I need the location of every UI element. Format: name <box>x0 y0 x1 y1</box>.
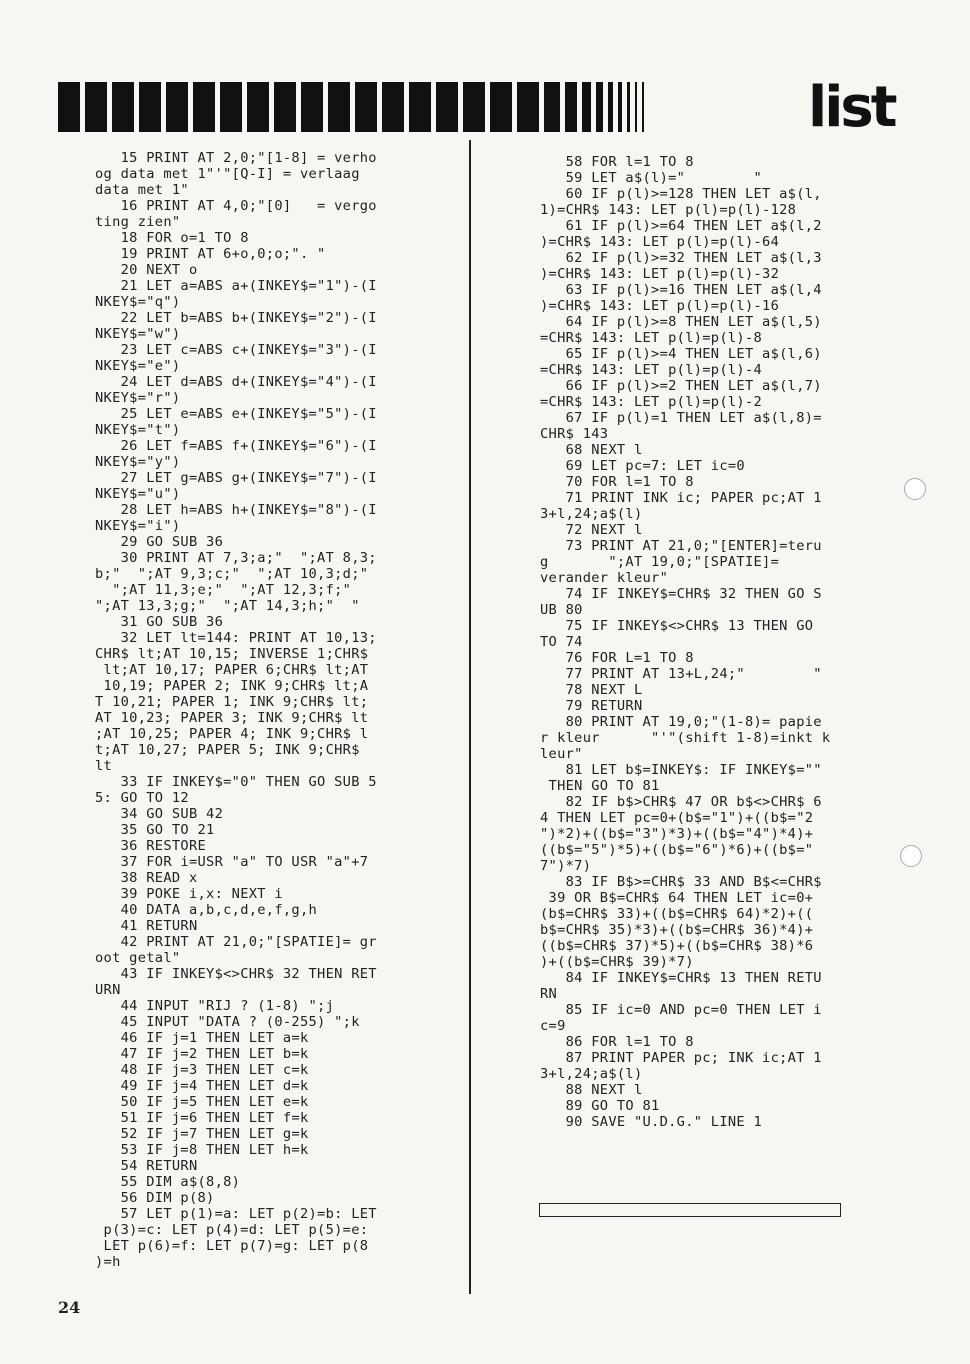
header-bar-block <box>463 82 485 132</box>
header-bar-block <box>635 82 637 132</box>
punch-hole <box>900 845 922 867</box>
header-bar-block <box>382 82 404 132</box>
header-bar-block <box>58 82 80 132</box>
column-divider <box>469 140 471 1294</box>
header-bar-block <box>328 82 350 132</box>
header-bar-block <box>112 82 134 132</box>
header-bar-block <box>355 82 377 132</box>
header-bar-block <box>582 82 591 132</box>
header-bar-block <box>642 82 644 132</box>
header-bar-block <box>85 82 107 132</box>
header-bar-block <box>517 82 539 132</box>
header-bar-block <box>565 82 577 132</box>
header-bar-block <box>166 82 188 132</box>
program-listing-left-column: 15 PRINT AT 2,0;"[1-8] = verho og data met 1"'"[Q-I] = verlaag data met 1" 16 PRINT AT 4,0;"[0] = vergo ting zien" 18 FOR o=1 TO 8 19 PRINT AT 6+o,0;o;". " 20 NEXT o 21 LET a=ABS a+(INKEY$="1")-(I NKEY$="q") 22 LET b=ABS b+(INKEY$="2")-(I NKEY$="w") 23 LET c=ABS c+(INKEY$="3")-(I NKEY$="e") 24 LET d=ABS d+(INKEY$="4")-(I NKEY$="r") 25 LET e=ABS e+(INKEY$="5")-(I NKEY$="t") 26 LET f=ABS f+(INKEY$="6")-(I NKEY$="y") 27 LET g=ABS g+(INKEY$="7")-(I NKEY$="u") 28 LET h=ABS h+(INKEY$="8")-(I NKEY$="i") 29 GO SUB 36 30 PRINT AT 7,3;a;" ";AT 8,3; b;" ";AT 9,3;c;" ";AT 10,3;d;" ";AT 11,3;e;" ";AT 12,3;f;" ";AT 13,3;g;" ";AT 14,3;h;" " 31 GO SUB 36 32 LET lt=144: PRINT AT 10,13; CHR$ lt;AT 10,15; INVERSE 1;CHR$ lt;AT 10,17; PAPER 6;CHR$ lt;AT 10,19; PAPER 2; INK 9;CHR$ lt;A T 10,21; PAPER 1; INK 9;CHR$ lt; AT 10,23; PAPER 3; INK 9;CHR$ lt ;AT 10,25; PAPER 4; INK 9;CHR$ l t;AT 10,27; PAPER 5; INK 9;CHR$ lt 33 IF INKEY$="0" THEN GO SUB 5 5: GO TO 12 34 GO SUB 42 35 GO TO 21 36 RESTORE 37 FOR i=USR "a" TO USR "a"+7 38 READ x 39 POKE i,x: NEXT i 40 DATA a,b,c,d,e,f,g,h 41 RETURN 42 PRINT AT 21,0;"[SPATIE]= gr oot getal" 43 IF INKEY$<>CHR$ 32 THEN RET URN 44 INPUT "RIJ ? (1-8) ";j 45 INPUT "DATA ? (0-255) ";k 46 IF j=1 THEN LET a=k 47 IF j=2 THEN LET b=k 48 IF j=3 THEN LET c=k 49 IF j=4 THEN LET d=k 50 IF j=5 THEN LET e=k 51 IF j=6 THEN LET f=k 52 IF j=7 THEN LET g=k 53 IF j=8 THEN LET h=k 54 RETURN 55 DIM a$(8,8) 56 DIM p(8) 57 LET p(1)=a: LET p(2)=b: LET p(3)=c: LET p(4)=d: LET p(5)=e: LET p(6)=f: LET p(7)=g: LET p(8 )=h <box>95 150 377 1270</box>
header-bar-block <box>544 82 560 132</box>
end-of-listing-box <box>539 1203 841 1217</box>
header-bar-block <box>596 82 603 132</box>
page-number: 24 <box>58 1298 81 1317</box>
section-title: list <box>808 75 895 140</box>
header-bar-block <box>139 82 161 132</box>
header-bar-block <box>220 82 242 132</box>
header-bar-block <box>627 82 630 132</box>
header-bar-block <box>409 82 431 132</box>
header-bar-block <box>247 82 269 132</box>
program-listing-right-column: 58 FOR l=1 TO 8 59 LET a$(l)=" " 60 IF p(l)>=128 THEN LET a$(l, 1)=CHR$ 143: LET p(l)=p(l)-128 61 IF p(l)>=64 THEN LET a$(l,2 )=CHR$ 143: LET p(l)=p(l)-64 62 IF p(l)>=32 THEN LET a$(l,3 )=CHR$ 143: LET p(l)=p(l)-32 63 IF p(l)>=16 THEN LET a$(l,4 )=CHR$ 143: LET p(l)=p(l)-16 64 IF p(l)>=8 THEN LET a$(l,5) =CHR$ 143: LET p(l)=p(l)-8 65 IF p(l)>=4 THEN LET a$(l,6) =CHR$ 143: LET p(l)=p(l)-4 66 IF p(l)>=2 THEN LET a$(l,7) =CHR$ 143: LET p(l)=p(l)-2 67 IF p(l)=1 THEN LET a$(l,8)= CHR$ 143 68 NEXT l 69 LET pc=7: LET ic=0 70 FOR l=1 TO 8 71 PRINT INK ic; PAPER pc;AT 1 3+l,24;a$(l) 72 NEXT l 73 PRINT AT 21,0;"[ENTER]=teru g ";AT 19,0;"[SPATIE]= verander kleur" 74 IF INKEY$=CHR$ 32 THEN GO S UB 80 75 IF INKEY$<>CHR$ 13 THEN GO TO 74 76 FOR L=1 TO 8 77 PRINT AT 13+L,24;" " 78 NEXT L 79 RETURN 80 PRINT AT 19,0;"(1-8)= papie r kleur "'"(shift 1-8)=inkt k leur" 81 LET b$=INKEY$: IF INKEY$="" THEN GO TO 81 82 IF b$>CHR$ 47 OR b$<>CHR$ 6 4 THEN LET pc=0+(b$="1")+((b$="2 ")*2)+((b$="3")*3)+((b$="4")*4)+ ((b$="5")*5)+((b$="6")*6)+((b$=" 7")*7) 83 IF B$>=CHR$ 33 AND B$<=CHR$ 39 OR B$=CHR$ 64 THEN LET ic=0+ (b$=CHR$ 33)+((b$=CHR$ 64)*2)+(( b$=CHR$ 35)*3)+((b$=CHR$ 36)*4)+ ((b$=CHR$ 37)*5)+((b$=CHR$ 38)*6 )+((b$=CHR$ 39)*7) 84 IF INKEY$=CHR$ 13 THEN RETU RN 85 IF ic=0 AND pc=0 THEN LET i c=9 86 FOR l=1 TO 8 87 PRINT PAPER pc; INK ic;AT 1 3+l,24;a$(l) 88 NEXT l 89 GO TO 81 90 SAVE "U.D.G." LINE 1 <box>540 154 831 1130</box>
header-bar-block <box>436 82 458 132</box>
punch-hole <box>904 478 926 500</box>
header-bar-graphic <box>58 82 670 132</box>
header-bar-block <box>490 82 512 132</box>
header-bar-block <box>618 82 622 132</box>
header-bar-block <box>301 82 323 132</box>
header-bar-block <box>274 82 296 132</box>
header-bar-block <box>608 82 613 132</box>
header-bar-block <box>193 82 215 132</box>
